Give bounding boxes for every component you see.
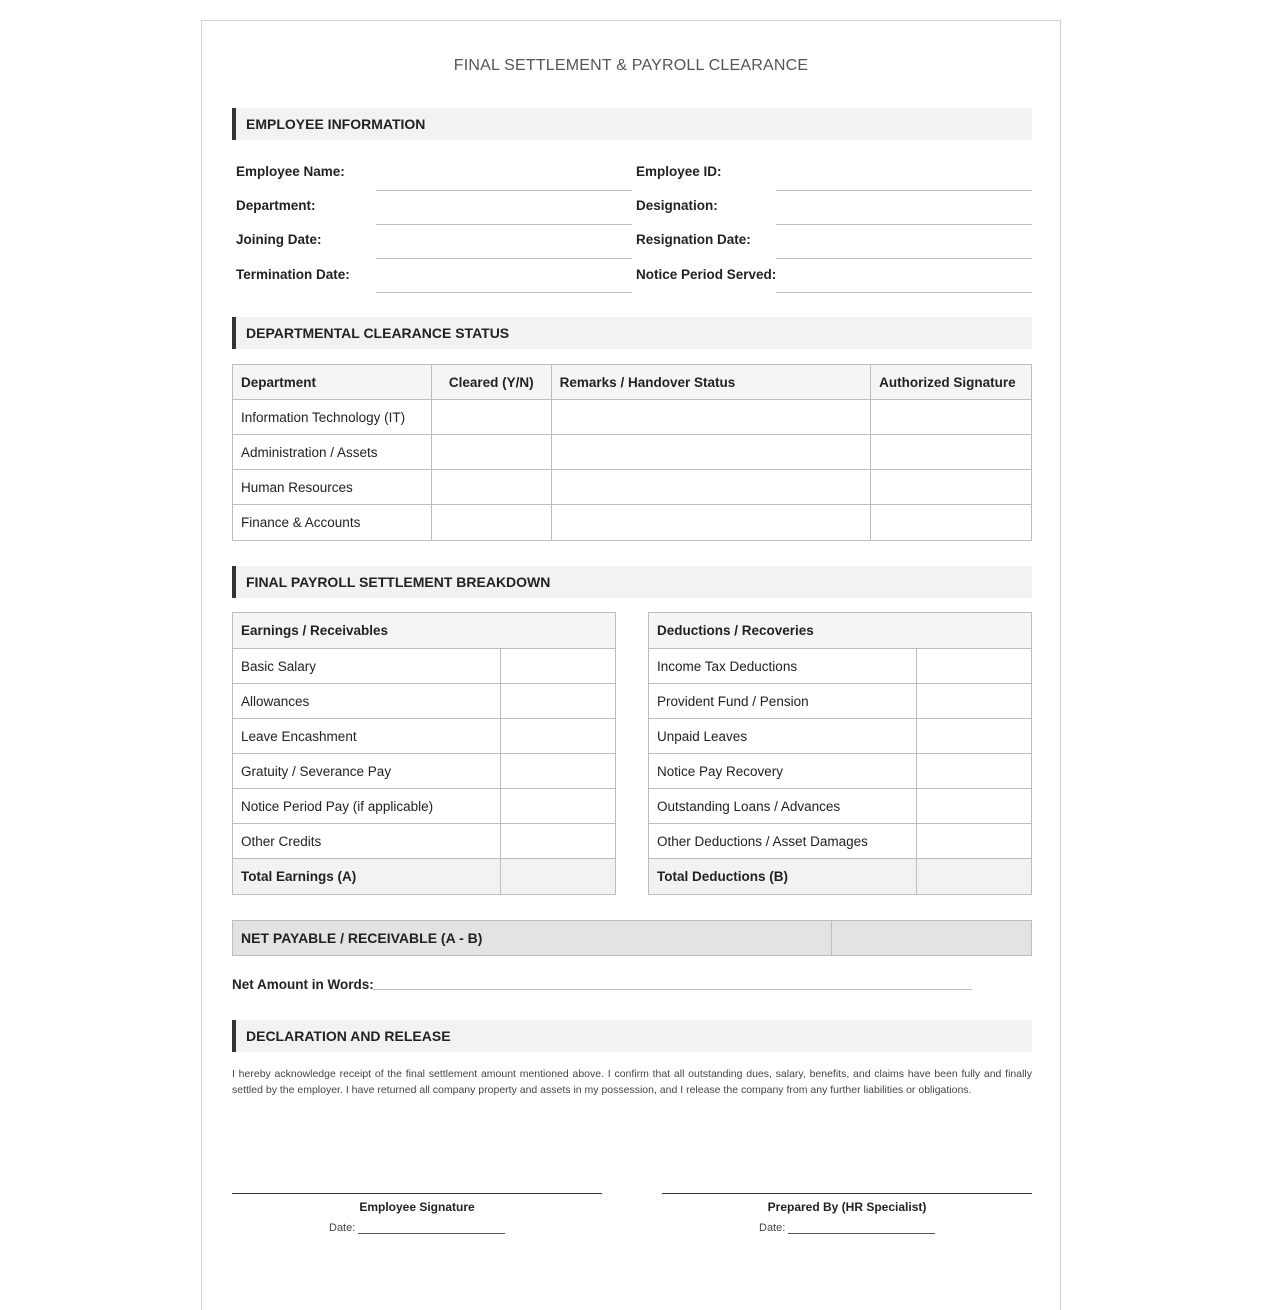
table-row bbox=[649, 719, 1032, 754]
earning-amount[interactable] bbox=[501, 649, 616, 684]
deduction-amount[interactable] bbox=[917, 649, 1032, 684]
net-payable-divider bbox=[831, 921, 832, 955]
earning-item: Basic Salary bbox=[233, 649, 501, 684]
hr-date-field[interactable] bbox=[788, 1233, 935, 1234]
col-remarks: Remarks / Handover Status bbox=[551, 365, 870, 400]
settlement-form-sheet bbox=[201, 20, 1061, 1310]
cleared-cell[interactable] bbox=[431, 505, 551, 541]
signature-cell[interactable] bbox=[871, 435, 1032, 470]
earning-amount[interactable] bbox=[501, 824, 616, 859]
section-payroll-breakdown: FINAL PAYROLL SETTLEMENT BREAKDOWN bbox=[232, 566, 1032, 598]
joining-date-label: Joining Date: bbox=[236, 232, 322, 247]
clearance-table bbox=[232, 364, 1032, 541]
termination-date-label: Termination Date: bbox=[236, 267, 350, 282]
deduction-item: Notice Pay Recovery bbox=[649, 754, 917, 789]
employee-name-field[interactable] bbox=[376, 157, 632, 191]
dept-name: Administration / Assets bbox=[233, 435, 432, 470]
clearance-header-row bbox=[233, 365, 1032, 400]
remarks-cell[interactable] bbox=[551, 505, 870, 541]
earning-amount[interactable] bbox=[501, 684, 616, 719]
info-row-2 bbox=[232, 191, 1032, 225]
cleared-cell[interactable] bbox=[431, 470, 551, 505]
hr-signature-label: Prepared By (HR Specialist) bbox=[767, 1200, 927, 1214]
total-earnings-amount[interactable] bbox=[501, 859, 616, 895]
employee-name-label: Employee Name: bbox=[236, 164, 345, 179]
signature-cell[interactable] bbox=[871, 505, 1032, 541]
deduction-amount[interactable] bbox=[917, 684, 1032, 719]
employee-signature-line[interactable] bbox=[232, 1193, 602, 1194]
table-row bbox=[649, 789, 1032, 824]
termination-date-field[interactable] bbox=[376, 259, 632, 293]
remarks-cell[interactable] bbox=[551, 470, 870, 505]
info-row-1 bbox=[232, 157, 1032, 191]
joining-date-field[interactable] bbox=[376, 225, 632, 259]
deductions-table bbox=[648, 612, 1032, 895]
table-row bbox=[233, 719, 616, 754]
cleared-cell[interactable] bbox=[431, 400, 551, 435]
table-row bbox=[649, 649, 1032, 684]
table-row bbox=[233, 400, 1032, 435]
hr-signature-line[interactable] bbox=[662, 1193, 1032, 1194]
earning-amount[interactable] bbox=[501, 719, 616, 754]
net-payable-box bbox=[232, 920, 1032, 956]
net-amount-words-label: Net Amount in Words: bbox=[232, 977, 374, 992]
table-row bbox=[233, 649, 616, 684]
table-row bbox=[233, 789, 616, 824]
employee-id-label: Employee ID: bbox=[636, 164, 722, 179]
earning-amount[interactable] bbox=[501, 789, 616, 824]
table-row bbox=[233, 684, 616, 719]
designation-label: Designation: bbox=[636, 198, 718, 213]
signature-cell[interactable] bbox=[871, 470, 1032, 505]
total-earnings-label: Total Earnings (A) bbox=[233, 859, 501, 895]
remarks-cell[interactable] bbox=[551, 400, 870, 435]
col-cleared: Cleared (Y/N) bbox=[431, 365, 551, 400]
table-row bbox=[233, 435, 1032, 470]
resignation-date-label: Resignation Date: bbox=[636, 232, 751, 247]
notice-period-field[interactable] bbox=[776, 259, 1032, 293]
deduction-item: Outstanding Loans / Advances bbox=[649, 789, 917, 824]
earning-amount[interactable] bbox=[501, 754, 616, 789]
table-row bbox=[649, 824, 1032, 859]
col-signature: Authorized Signature bbox=[871, 365, 1032, 400]
deductions-total-row bbox=[649, 859, 1032, 895]
total-deductions-label: Total Deductions (B) bbox=[649, 859, 917, 895]
deduction-item: Unpaid Leaves bbox=[649, 719, 917, 754]
table-row bbox=[233, 505, 1032, 541]
employee-date-field[interactable] bbox=[358, 1233, 505, 1234]
notice-period-label: Notice Period Served: bbox=[636, 267, 777, 282]
employee-date-label: Date: bbox=[329, 1222, 356, 1234]
earning-item: Other Credits bbox=[233, 824, 501, 859]
department-label: Department: bbox=[236, 198, 316, 213]
section-employee-information: EMPLOYEE INFORMATION bbox=[232, 108, 1032, 140]
employee-id-field[interactable] bbox=[776, 157, 1032, 191]
table-row bbox=[649, 684, 1032, 719]
deduction-amount[interactable] bbox=[917, 824, 1032, 859]
net-payable-label: NET PAYABLE / RECEIVABLE (A - B) bbox=[241, 930, 483, 946]
earning-item: Gratuity / Severance Pay bbox=[233, 754, 501, 789]
section-declaration: DECLARATION AND RELEASE bbox=[232, 1020, 1032, 1052]
deduction-amount[interactable] bbox=[917, 754, 1032, 789]
signature-cell[interactable] bbox=[871, 400, 1032, 435]
department-field[interactable] bbox=[376, 191, 632, 225]
deductions-header-row bbox=[649, 613, 1032, 649]
deduction-item: Provident Fund / Pension bbox=[649, 684, 917, 719]
deduction-amount[interactable] bbox=[917, 789, 1032, 824]
earnings-total-row bbox=[233, 859, 616, 895]
section-departmental-clearance: DEPARTMENTAL CLEARANCE STATUS bbox=[232, 317, 1032, 349]
col-department: Department bbox=[233, 365, 432, 400]
hr-date-label: Date: bbox=[759, 1222, 786, 1234]
deduction-amount[interactable] bbox=[917, 719, 1032, 754]
deductions-header: Deductions / Recoveries bbox=[649, 613, 1032, 649]
total-deductions-amount[interactable] bbox=[917, 859, 1032, 895]
net-amount-words-field[interactable] bbox=[373, 989, 972, 990]
table-row bbox=[233, 824, 616, 859]
remarks-cell[interactable] bbox=[551, 435, 870, 470]
earning-item: Allowances bbox=[233, 684, 501, 719]
table-row bbox=[649, 754, 1032, 789]
earning-item: Leave Encashment bbox=[233, 719, 501, 754]
info-row-4 bbox=[232, 259, 1032, 293]
declaration-text: I hereby acknowledge receipt of the final settlement amount mentioned above. I confirm that all outstanding dues, salary, benefits, and claims have been fully and finally settled by the employer. I have returned all company property and assets in my possession, and I release the company from any further liabilities or obligations. bbox=[232, 1068, 1032, 1096]
dept-name: Information Technology (IT) bbox=[233, 400, 432, 435]
deduction-item: Other Deductions / Asset Damages bbox=[649, 824, 917, 859]
earnings-header: Earnings / Receivables bbox=[233, 613, 616, 649]
employee-signature-label: Employee Signature bbox=[359, 1200, 475, 1214]
designation-field[interactable] bbox=[776, 191, 1032, 225]
earnings-table bbox=[232, 612, 616, 895]
info-row-3 bbox=[232, 225, 1032, 259]
table-row bbox=[233, 470, 1032, 505]
form-title: FINAL SETTLEMENT & PAYROLL CLEARANCE bbox=[453, 57, 809, 74]
dept-name: Human Resources bbox=[233, 470, 432, 505]
deduction-item: Income Tax Deductions bbox=[649, 649, 917, 684]
resignation-date-field[interactable] bbox=[776, 225, 1032, 259]
earnings-header-row bbox=[233, 613, 616, 649]
dept-name: Finance & Accounts bbox=[233, 505, 432, 541]
earning-item: Notice Period Pay (if applicable) bbox=[233, 789, 501, 824]
table-row bbox=[233, 754, 616, 789]
cleared-cell[interactable] bbox=[431, 435, 551, 470]
